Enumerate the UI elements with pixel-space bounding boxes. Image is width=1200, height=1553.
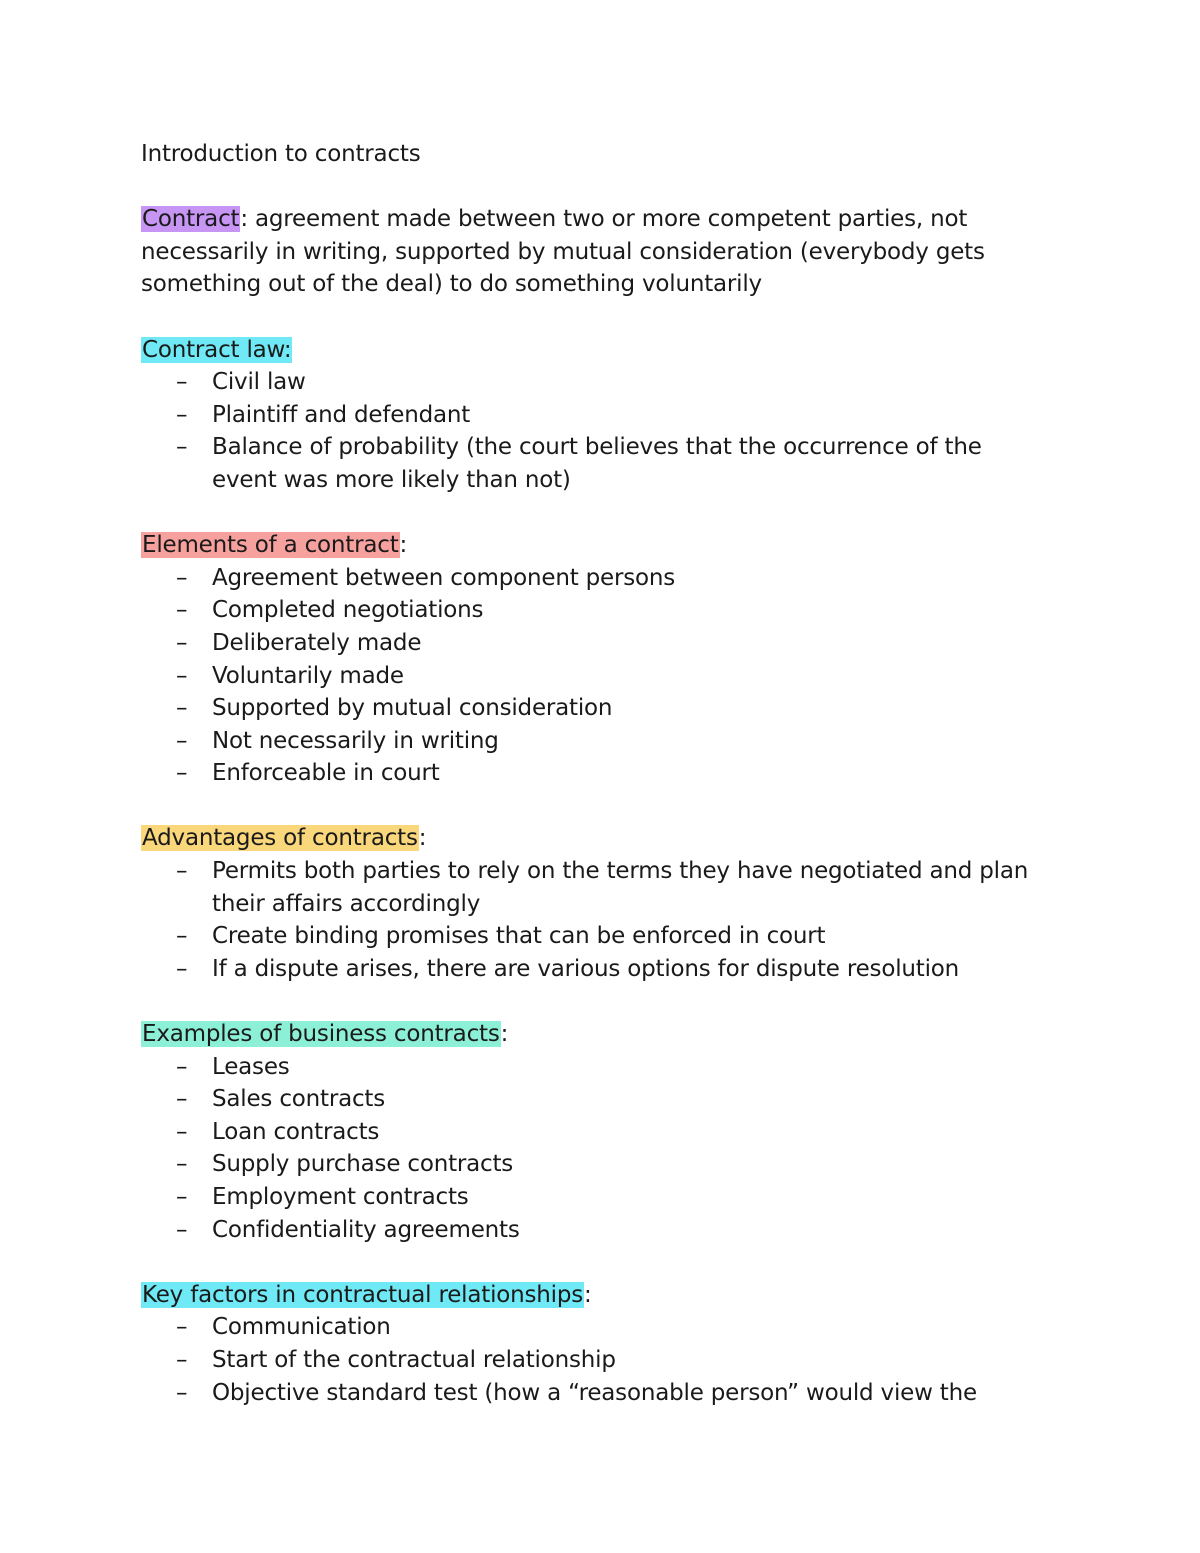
- list-item: – Agreement between component persons: [141, 562, 1041, 595]
- highlight-key-factors: Key factors in contractual relationships: [142, 1281, 584, 1308]
- section-heading: [141, 822, 1041, 855]
- list-item: – Deliberately made: [141, 627, 1041, 660]
- list-item: – Objective standard test (how a “reasonable person” would view the: [141, 1377, 1041, 1410]
- highlight-examples: Examples of business contracts: [142, 1021, 500, 1048]
- list-item: – Completed negotiations: [141, 594, 1041, 627]
- list-item: – Confidentiality agreements: [141, 1214, 1041, 1247]
- heading-colon: :: [584, 1281, 592, 1308]
- section-heading: [141, 529, 1041, 562]
- key-factors-list: [141, 1311, 1041, 1409]
- highlight-term-contract: Contract: [142, 206, 240, 233]
- document-page: [141, 138, 1041, 1442]
- contract-law-section: [141, 334, 1041, 497]
- section-heading: [141, 334, 1041, 367]
- contract-law-list: [141, 366, 1041, 496]
- list-item: – Not necessarily in writing: [141, 725, 1041, 758]
- section-heading: [141, 1279, 1041, 1312]
- highlight-elements: Elements of a contract: [142, 532, 399, 559]
- highlight-contract-law: Contract law:: [142, 336, 292, 363]
- document-title: Introduction to contracts: [141, 141, 421, 167]
- list-item: – If a dispute arises, there are various options for dispute resolution: [141, 953, 1041, 986]
- heading-colon: :: [500, 1021, 509, 1048]
- list-item: – Loan contracts: [141, 1116, 1041, 1149]
- list-item: – Enforceable in court: [141, 757, 1041, 790]
- list-item: – Employment contracts: [141, 1181, 1041, 1214]
- advantages-list: [141, 855, 1041, 985]
- elements-list: [141, 562, 1041, 790]
- list-item: – Civil law: [141, 366, 1041, 399]
- list-item: – Plaintiff and defendant: [141, 399, 1041, 432]
- list-item: – Communication: [141, 1311, 1041, 1344]
- section-heading: [141, 1018, 1041, 1051]
- definition-text: : agreement made between two or more competent parties, not necessarily in writing, supported by mutual consideration (everybody gets something out of the deal) to do something voluntarily: [141, 206, 985, 298]
- definition-paragraph: [141, 203, 1041, 301]
- list-item: – Voluntarily made: [141, 660, 1041, 693]
- list-item: – Supported by mutual consideration: [141, 692, 1041, 725]
- heading-colon: :: [418, 825, 427, 852]
- list-item: – Start of the contractual relationship: [141, 1344, 1041, 1377]
- key-factors-section: [141, 1279, 1041, 1409]
- list-item: – Balance of probability (the court believes that the occurrence of the event was more likely than not): [141, 431, 1041, 496]
- list-item: – Supply purchase contracts: [141, 1148, 1041, 1181]
- list-item: – Leases: [141, 1051, 1041, 1084]
- list-item: – Create binding promises that can be enforced in court: [141, 920, 1041, 953]
- elements-section: [141, 529, 1041, 790]
- highlight-advantages: Advantages of contracts: [142, 825, 418, 852]
- definition-section: [141, 203, 1041, 301]
- heading-colon: :: [399, 532, 408, 559]
- advantages-section: [141, 822, 1041, 985]
- list-item: – Permits both parties to rely on the terms they have negotiated and plan their affairs accordingly: [141, 855, 1041, 920]
- examples-section: [141, 1018, 1041, 1246]
- list-item: – Sales contracts: [141, 1083, 1041, 1116]
- examples-list: [141, 1051, 1041, 1247]
